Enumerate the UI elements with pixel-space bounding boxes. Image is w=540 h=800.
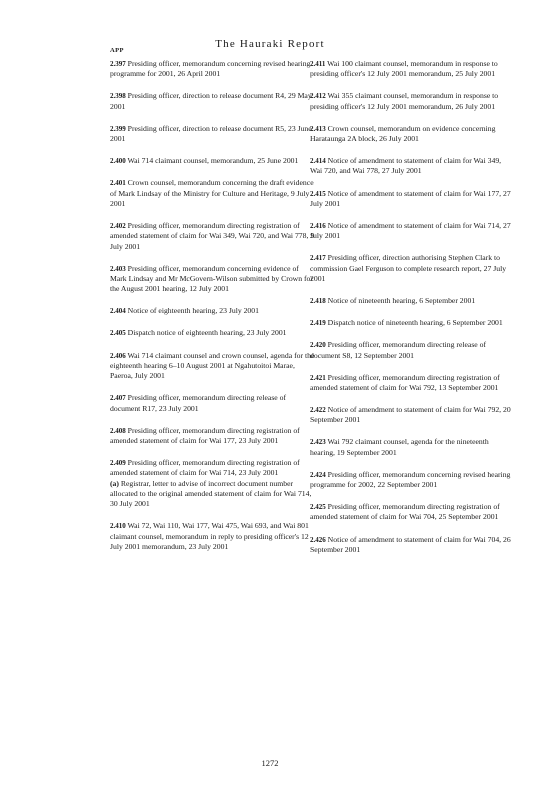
entry-text: Presiding officer, memorandum directing registration of amended statement of claim for Wai 704, 25 September 2001 [310,502,500,522]
entry-text: Presiding officer, memorandum directing registration of amended statement of claim for Wai 792, 13 September 2001 [310,372,500,392]
document-entry [310,296,515,306]
entry-text: Presiding officer, memorandum concerning evidence of Mark Lindsay and Mr McGovern-Wilson submitted by Crown for the August 2001 hearing, 12 July 2001 [110,263,313,294]
left-column [110,59,315,564]
entry-number: 2.417 [310,254,326,263]
entry-number: 2.420 [310,341,326,350]
entry-number: 2.403 [110,264,126,273]
entry-text: Notice of nineteenth hearing, 6 September 2001 [327,296,476,306]
document-entry [310,124,515,145]
entry-text: Notice of amendment to statement of claim for Wai 704, 26 September 2001 [310,534,511,554]
document-entry [310,189,515,210]
document-entry [110,521,315,552]
entry-number: 2.421 [310,373,326,382]
entry-number: 2.412 [310,92,326,101]
document-entry [310,156,515,177]
entry-text: Notice of eighteenth hearing, 23 July 2001 [127,306,259,316]
entry-text: Wai 72, Wai 110, Wai 177, Wai 475, Wai 693, and Wai 801 claimant counsel, memorandum in reply to presiding officer's 12 July 2001 memorandum, 23 July 2001 [110,521,309,551]
running-head: The Hauraki Report [215,38,325,50]
document-entry [310,470,515,491]
entry-number: 2.402 [110,221,126,230]
document-entry [310,437,515,458]
document-entry [310,59,515,80]
entry-text: Crown counsel, memorandum concerning the draft evidence of Mark Lindsay of the Ministry for Culture and Heritage, 9 July 2001 [110,178,314,208]
entry-number: 2.399 [110,124,126,133]
document-entry [110,59,315,80]
entry-number: 2.414 [310,157,326,166]
entry-text: Notice of amendment to statement of claim for Wai 792, 20 September 2001 [310,405,511,425]
entry-text: Presiding officer, memorandum directing registration of amended statement of claim for Wai 349, Wai 720, and Wai 778, 9 July 2001 [110,220,315,251]
entry-text: Presiding officer, memorandum concerning revised hearing programme for 2002, 22 September 2001 [310,469,511,490]
entry-text: Notice of amendment to statement of claim for Wai 349, Wai 720, and Wai 778, 27 July 2001 [310,156,502,176]
sub-entry-text: Registrar, letter to advise of incorrect document number allocated to the original amended statement of claim for Wai 714, 30 July 2001 [110,478,312,509]
entry-number: 2.413 [310,124,326,133]
sub-entry-label: (a) [110,478,119,488]
section-tag: APP [110,47,124,54]
entry-number: 2.398 [110,92,126,101]
entry-text: Wai 714 claimant counsel and crown counsel, agenda for the eighteenth hearing 6–10 August 2001 at Ngahutoitoi Marae, Paeroa, July 2001 [110,350,315,381]
document-entry [110,264,315,295]
document-entry [110,221,315,252]
entry-number: 2.404 [110,307,126,316]
entry-text: Presiding officer, memorandum concerning revised hearing programme for 2001, 26 April 2001 [110,59,311,79]
entry-text: Presiding officer, memorandum directing release of document S8, 12 September 2001 [310,340,487,360]
entry-number: 2.416 [310,221,326,230]
document-entry [110,351,315,382]
document-entry [110,156,315,166]
entry-text: Presiding officer, memorandum directing registration of amended statement of claim for Wai 714, 23 July 2001 [110,457,300,478]
entry-number: 2.422 [310,406,326,414]
right-column [310,59,515,567]
entry-text: Dispatch notice of eighteenth hearing, 23 July 2001 [127,328,287,338]
entry-text: Presiding officer, memorandum directing release of document R17, 23 July 2001 [110,393,287,413]
entry-number: 2.423 [310,438,326,447]
document-entry [110,124,315,145]
document-entry [310,253,515,284]
entry-text: Notice of amendment to statement of claim for Wai 177, 27 July 2001 [310,188,511,208]
document-entry [310,91,515,112]
entry-text: Presiding officer, direction to release document R4, 29 May 2001 [110,91,312,111]
document-entry [310,221,515,242]
entry-number: 2.415 [310,189,326,198]
entry-number: 2.426 [310,535,326,544]
document-entry [310,373,515,394]
entry-text: Presiding officer, direction to release document R5, 23 June 2001 [110,123,312,144]
entry-number: 2.410 [110,522,126,531]
document-entry [110,306,315,316]
entry-text: Dispatch notice of nineteenth hearing, 6 September 2001 [327,318,503,328]
document-entry [310,340,515,361]
document-entry [310,318,515,328]
entry-number: 2.401 [110,179,126,188]
entry-text: Presiding officer, memorandum directing registration of amended statement of claim for Wai 177, 23 July 2001 [110,425,300,445]
entry-number: 2.409 [110,458,126,467]
entry-number: 2.418 [310,297,326,306]
entry-text: Crown counsel, memorandum on evidence concerning Harataunga 2A block, 26 July 2001 [310,123,496,144]
entry-number: 2.397 [110,60,126,68]
entry-number: 2.419 [310,319,326,328]
entry-number: 2.405 [110,329,126,338]
entry-text: Wai 100 claimant counsel, memorandum in response to presiding officer's 12 July 2001 memorandum, 25 July 2001 [310,59,498,79]
sub-entry [110,479,315,510]
entry-text: Wai 714 claimant counsel, memorandum, 25 June 2001 [127,156,299,166]
document-entry [310,502,515,523]
entry-number: 2.408 [110,426,126,435]
entry-number: 2.424 [310,470,326,479]
document-entry [110,328,315,338]
entry-number: 2.406 [110,351,126,360]
entry-text: Wai 792 claimant counsel, agenda for the nineteenth hearing, 19 September 2001 [310,437,489,457]
entry-number: 2.407 [110,394,126,403]
document-entry [110,178,315,209]
document-entry [110,91,315,112]
page-number: 1272 [261,758,279,768]
entry-text: Presiding officer, direction authorising Stephen Clark to commission Gael Ferguson to complete research report, 27 July 2001 [310,253,507,283]
document-entry [310,405,515,426]
entry-text: Notice of amendment to statement of claim for Wai 714, 27 July 2001 [310,220,511,241]
document-entry [310,535,515,556]
document-entry [110,426,315,447]
document-entry [110,393,315,414]
entry-number: 2.400 [110,157,126,166]
document-entry [110,458,315,509]
entry-number: 2.425 [310,503,326,512]
entry-text: Wai 355 claimant counsel, memorandum in response to presiding officer's 12 July 2001 memorandum, 26 July 2001 [310,91,499,111]
entry-number: 2.411 [310,60,326,68]
